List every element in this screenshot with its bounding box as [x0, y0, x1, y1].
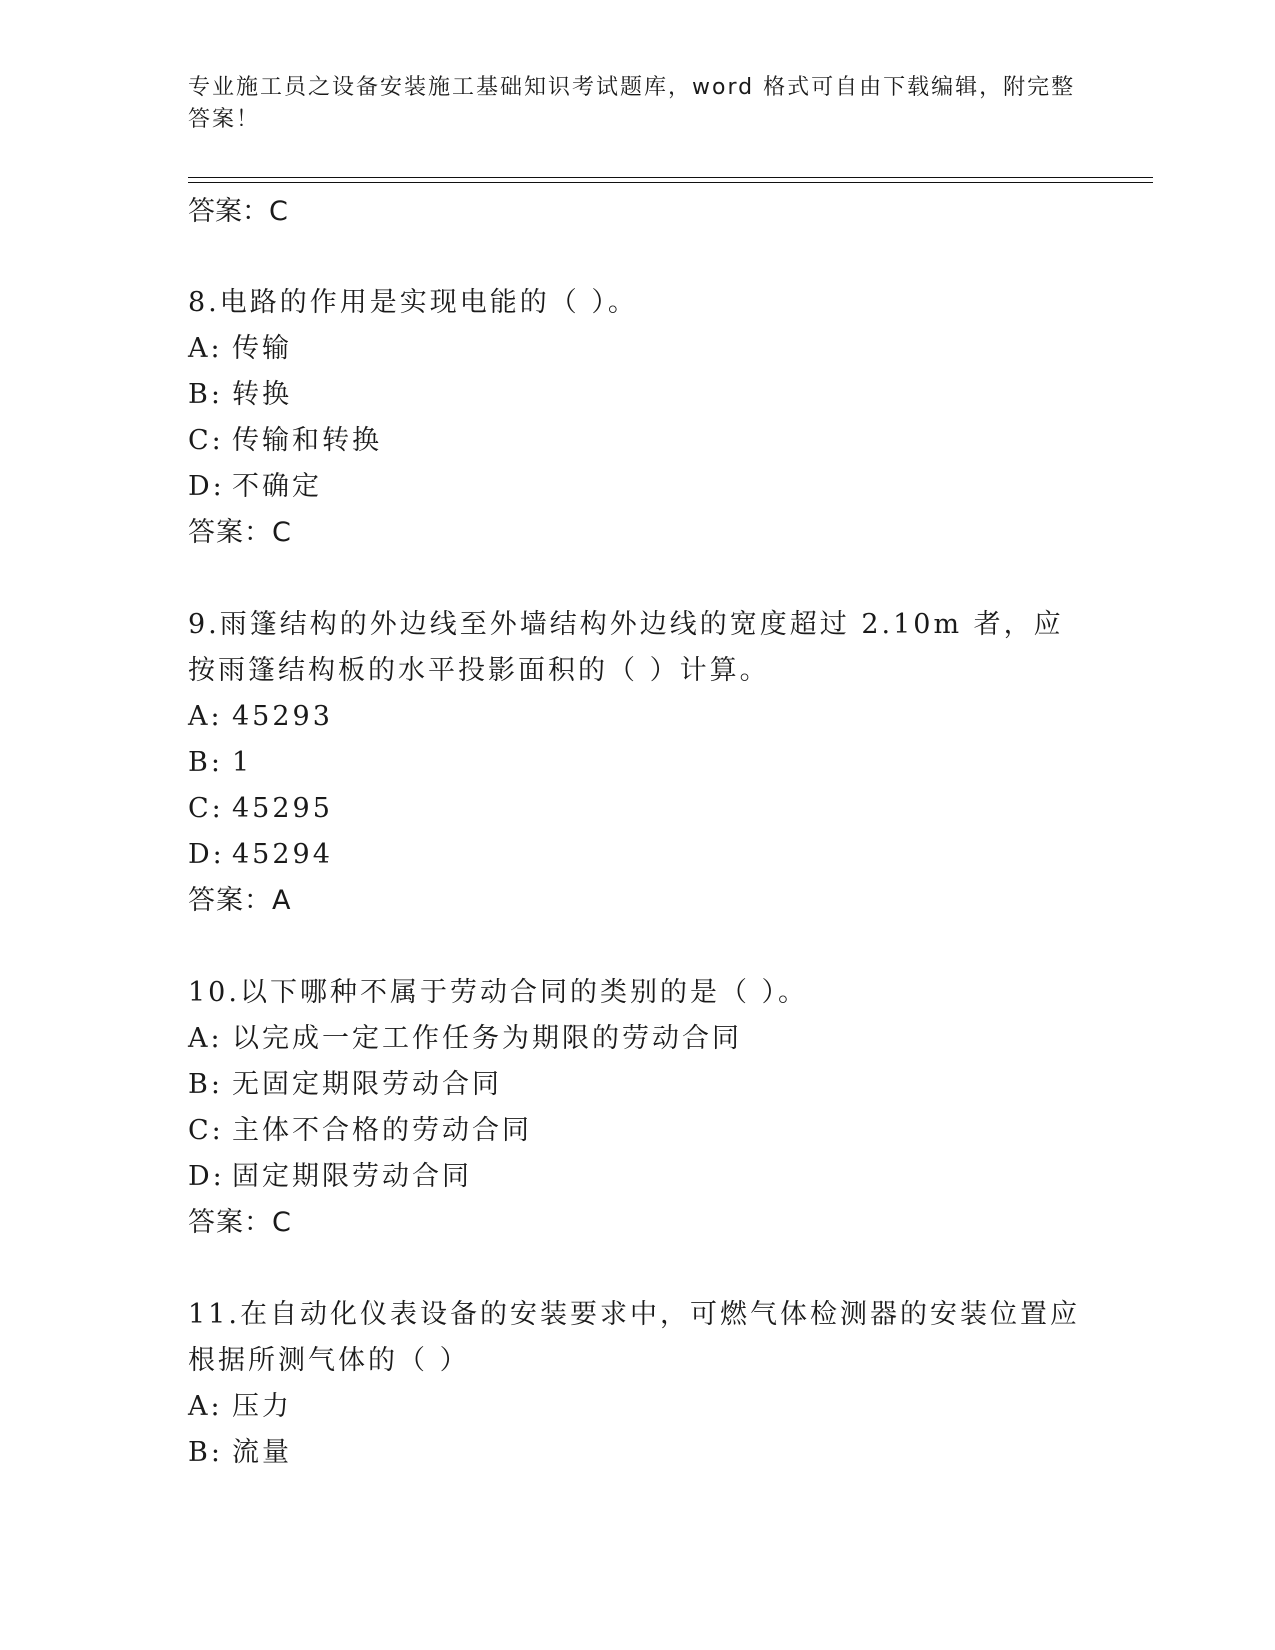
option-d	[188, 464, 1088, 510]
answer-line: 答案：C	[188, 1207, 292, 1238]
option-text: 无固定期限劳动合同	[232, 1069, 502, 1100]
question-10	[188, 970, 1088, 1246]
option-text: 压力	[232, 1391, 292, 1422]
question-8	[188, 280, 1088, 556]
option-text: 主体不合格的劳动合同	[232, 1115, 532, 1146]
option-letter: C:	[188, 425, 224, 456]
option-letter: C:	[188, 1115, 224, 1146]
option-a	[188, 694, 1088, 740]
option-letter: B:	[188, 747, 223, 778]
option-c	[188, 786, 1088, 832]
option-b	[188, 1062, 1088, 1108]
option-a	[188, 1016, 1088, 1062]
option-letter: C:	[188, 793, 224, 824]
question-9	[188, 602, 1088, 924]
option-text: 45295	[232, 793, 333, 824]
option-c	[188, 418, 1088, 464]
option-letter: D:	[188, 471, 225, 502]
option-text: 45294	[232, 839, 333, 870]
option-letter: B:	[188, 379, 223, 410]
option-c	[188, 1108, 1088, 1154]
option-text: 转换	[232, 379, 292, 410]
option-text: 固定期限劳动合同	[232, 1161, 472, 1192]
option-letter: A:	[188, 701, 223, 732]
option-d	[188, 1154, 1088, 1200]
header-divider	[188, 177, 1153, 178]
option-text: 不确定	[232, 471, 322, 502]
option-b	[188, 740, 1088, 786]
option-b	[188, 1430, 1088, 1476]
option-text: 1	[232, 747, 253, 778]
option-text: 传输和转换	[232, 425, 382, 456]
option-letter: A:	[188, 1391, 223, 1422]
question-text: 9.雨篷结构的外边线至外墙结构外边线的宽度超过 2.10m 者，应按雨篷结构板的水平投影面积的（ ）计算。	[188, 609, 1064, 686]
question-11	[188, 1292, 1088, 1476]
document-header: 专业施工员之设备安装施工基础知识考试题库，word 格式可自由下载编辑，附完整答案！	[188, 75, 1076, 132]
option-d	[188, 832, 1088, 878]
option-a	[188, 326, 1088, 372]
answer-line: 答案：A	[188, 885, 292, 916]
question-list	[188, 280, 1088, 1522]
option-letter: D:	[188, 839, 225, 870]
question-text: 11.在自动化仪表设备的安装要求中，可燃气体检测器的安装位置应根据所测气体的（ ）	[188, 1299, 1080, 1376]
option-letter: D:	[188, 1161, 225, 1192]
option-letter: B:	[188, 1069, 223, 1100]
question-text: 10.以下哪种不属于劳动合同的类别的是（ ）。	[188, 977, 809, 1008]
option-letter: A:	[188, 1023, 223, 1054]
option-letter: A:	[188, 333, 223, 364]
question-text: 8.电路的作用是实现电能的（ ）。	[188, 287, 638, 318]
header-divider-double	[188, 182, 1153, 183]
option-a	[188, 1384, 1088, 1430]
option-letter: B:	[188, 1437, 223, 1468]
option-text: 45293	[232, 701, 333, 732]
option-text: 以完成一定工作任务为期限的劳动合同	[232, 1023, 742, 1054]
option-text: 流量	[232, 1437, 292, 1468]
previous-answer: 答案：C	[188, 196, 288, 227]
option-b	[188, 372, 1088, 418]
answer-line: 答案：C	[188, 517, 292, 548]
option-text: 传输	[232, 333, 292, 364]
